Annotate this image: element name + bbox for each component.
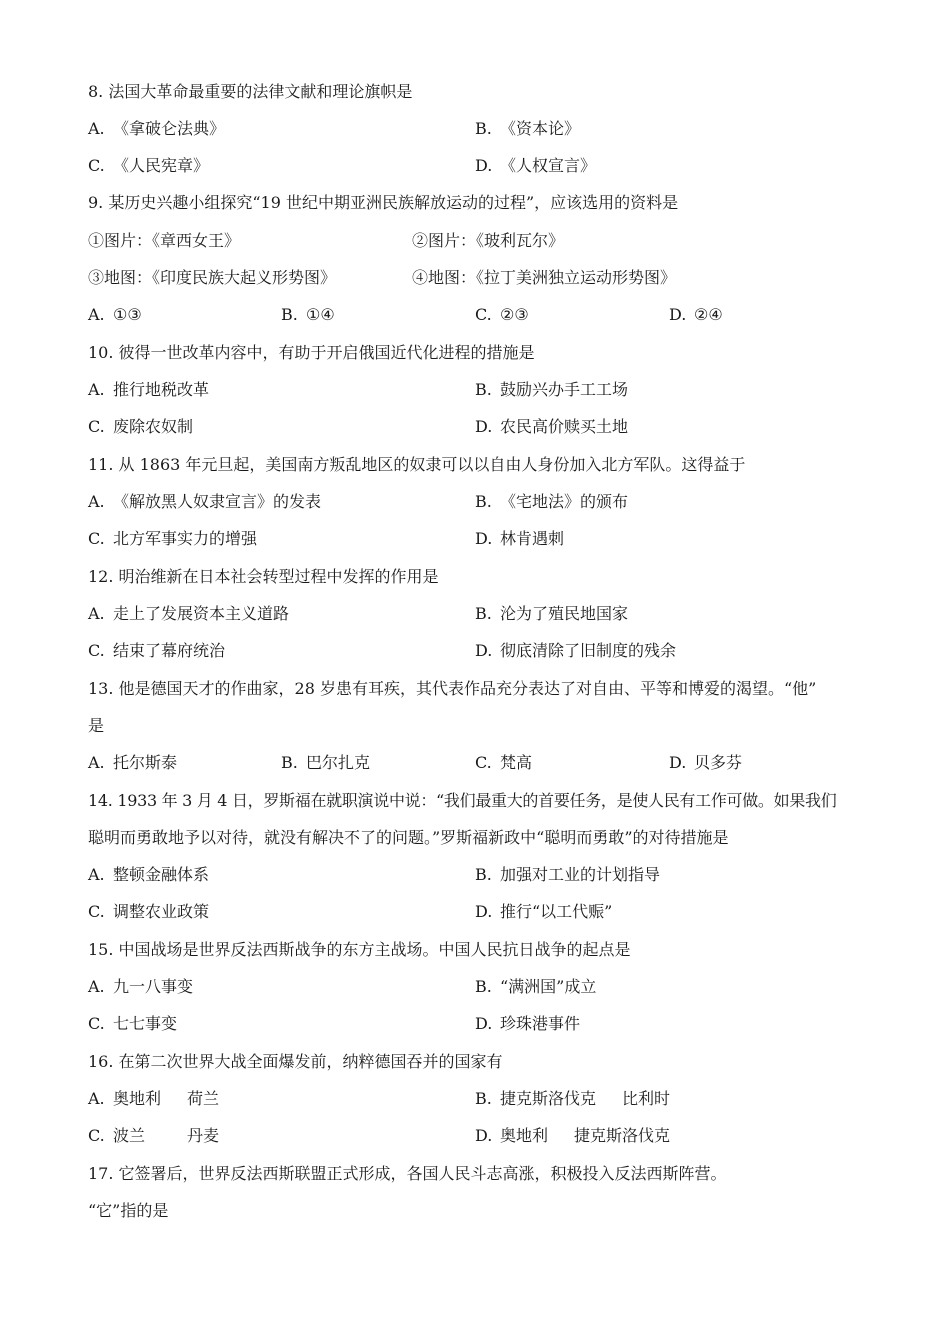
- question-8-option-d[interactable]: [475, 154, 596, 178]
- question-11-option-b[interactable]: [475, 490, 628, 514]
- option-letter: D.: [475, 902, 493, 921]
- option-text: 农民高价赎买土地: [500, 417, 629, 436]
- question-10-option-a[interactable]: [88, 378, 209, 402]
- question-11-option-a[interactable]: [88, 490, 321, 514]
- option-text-2: 捷克斯洛伐克: [574, 1126, 671, 1145]
- question-14-option-b[interactable]: [475, 863, 660, 887]
- question-9-material-1: ①图片：《章西女王》: [88, 231, 241, 250]
- question-9-option-a[interactable]: [88, 303, 142, 327]
- question-12-option-b[interactable]: [475, 602, 628, 626]
- option-letter: D.: [475, 417, 493, 436]
- question-10-stem: 10. 彼得一世改革内容中，有助于开启俄国近代化进程的措施是: [88, 343, 535, 362]
- option-text: 捷克斯洛伐克: [500, 1089, 597, 1108]
- question-12-options-row-2: [88, 639, 870, 663]
- question-10-options-row-1: [88, 378, 870, 402]
- option-text: “满洲国”成立: [500, 977, 597, 996]
- option-letter: A.: [88, 604, 105, 623]
- question-15-stem: 15. 中国战场是世界反法西斯战争的东方主战场。中国人民抗日战争的起点是: [88, 940, 631, 959]
- question-10-options-row-2: [88, 415, 870, 439]
- option-text: 波兰: [113, 1126, 146, 1145]
- option-letter: A.: [88, 119, 105, 138]
- option-text: 彻底清除了旧制度的残余: [500, 641, 677, 660]
- question-14-options-row-2: [88, 900, 870, 924]
- question-16-options-row-2: [88, 1124, 870, 1148]
- question-9-option-d[interactable]: [669, 303, 723, 327]
- question-9-option-b[interactable]: [281, 303, 335, 327]
- option-text: 调整农业政策: [113, 902, 210, 921]
- question-14-option-c[interactable]: [88, 900, 209, 924]
- option-letter: B.: [281, 753, 298, 772]
- option-text-2: 丹麦: [187, 1126, 220, 1145]
- question-8-option-a[interactable]: [88, 117, 225, 141]
- question-9-stem: 9. 某历史兴趣小组探究“19 世纪中期亚洲民族解放运动的过程”，应该选用的资料是: [88, 193, 679, 212]
- question-15-options-row-1: [88, 975, 870, 999]
- option-letter: C.: [88, 902, 105, 921]
- option-letter: C.: [88, 1126, 105, 1145]
- question-15-option-b[interactable]: [475, 975, 596, 999]
- option-letter: B.: [281, 305, 298, 324]
- option-text: 废除农奴制: [113, 417, 194, 436]
- option-text: 推行地税改革: [113, 380, 210, 399]
- question-16-option-c[interactable]: [88, 1124, 219, 1148]
- option-text: 《资本论》: [500, 119, 581, 138]
- option-letter: B.: [475, 380, 492, 399]
- question-15-options-row-2: [88, 1012, 870, 1036]
- option-letter: D.: [669, 305, 687, 324]
- option-letter: B.: [475, 977, 492, 996]
- option-letter: A.: [88, 380, 105, 399]
- option-letter: C.: [475, 305, 492, 324]
- option-letter: C.: [88, 641, 105, 660]
- option-text: 《拿破仑法典》: [113, 119, 226, 138]
- option-letter: B.: [475, 492, 492, 511]
- option-text: ②④: [694, 305, 723, 324]
- question-9-materials-row-2: [88, 266, 870, 290]
- option-letter: A.: [88, 1089, 105, 1108]
- question-9-material-3: ③地图：《印度民族大起义形势图》: [88, 268, 337, 287]
- question-8-option-b[interactable]: [475, 117, 580, 141]
- option-text: 《人权宣言》: [500, 156, 597, 175]
- question-11-options-row-2: [88, 527, 870, 551]
- question-9-material-2: ②图片：《玻利瓦尔》: [412, 231, 565, 250]
- option-letter: A.: [88, 865, 105, 884]
- question-16-options-row-1: [88, 1087, 870, 1111]
- question-11-options-row-1: [88, 490, 870, 514]
- option-text-2: 比利时: [622, 1089, 671, 1108]
- option-letter: C.: [88, 1014, 105, 1033]
- question-11-option-d[interactable]: [475, 527, 564, 551]
- question-10-option-b[interactable]: [475, 378, 628, 402]
- option-text: 九一八事变: [113, 977, 194, 996]
- option-letter: A.: [88, 753, 105, 772]
- question-14-option-a[interactable]: [88, 863, 209, 887]
- option-letter: C.: [88, 156, 105, 175]
- question-10-option-c[interactable]: [88, 415, 193, 439]
- question-16-stem: 16. 在第二次世界大战全面爆发前，纳粹德国吞并的国家有: [88, 1052, 503, 1071]
- option-letter: C.: [88, 529, 105, 548]
- option-text: 奥地利: [113, 1089, 162, 1108]
- question-12-option-c[interactable]: [88, 639, 225, 663]
- option-letter: B.: [475, 119, 492, 138]
- option-letter: D.: [475, 641, 493, 660]
- question-15-option-a[interactable]: [88, 975, 193, 999]
- option-letter: B.: [475, 604, 492, 623]
- option-text: 《解放黑人奴隶宣言》的发表: [113, 492, 322, 511]
- option-text: 七七事变: [113, 1014, 178, 1033]
- question-14-stem: 14. 1933 年 3 月 4 日，罗斯福在就职演说中说：“我们最重大的首要任务，是使人民有工作可做。如果我们: [88, 791, 837, 810]
- question-13-options-row: [88, 751, 870, 775]
- option-text: ②③: [500, 305, 529, 324]
- question-11-stem: 11. 从 1863 年元旦起，美国南方叛乱地区的奴隶可以以自由人身份加入北方军队。这得益于: [88, 455, 746, 474]
- option-letter: D.: [475, 529, 493, 548]
- option-letter: A.: [88, 305, 105, 324]
- question-12-options-row-1: [88, 602, 870, 626]
- question-14-option-d[interactable]: [475, 900, 612, 924]
- question-9-options-row: [88, 303, 870, 327]
- option-text: 珍珠港事件: [500, 1014, 581, 1033]
- option-text-2: 荷兰: [187, 1089, 220, 1108]
- question-15-option-c[interactable]: [88, 1012, 177, 1036]
- option-letter: C.: [475, 753, 492, 772]
- question-14-options-row-1: [88, 863, 870, 887]
- question-15-option-d[interactable]: [475, 1012, 580, 1036]
- question-17-stem-continued: “它”指的是: [88, 1201, 169, 1220]
- option-text: 沦为了殖民地国家: [500, 604, 629, 623]
- option-text: 北方军事实力的增强: [113, 529, 258, 548]
- question-13-stem: 13. 他是德国天才的作曲家，28 岁患有耳疾，其代表作品充分表达了对自由、平等和博爱的渴望。“他”: [88, 679, 817, 698]
- question-17-stem: 17. 它签署后，世界反法西斯联盟正式形成，各国人民斗志高涨，积极投入反法西斯阵营。: [88, 1164, 727, 1183]
- question-12-option-a[interactable]: [88, 602, 289, 626]
- option-text: 鼓励兴办手工工场: [500, 380, 629, 399]
- question-12-stem: 12. 明治维新在日本社会转型过程中发挥的作用是: [88, 567, 439, 586]
- option-text: ①④: [306, 305, 335, 324]
- option-letter: C.: [88, 417, 105, 436]
- option-text: 《人民宪章》: [113, 156, 210, 175]
- question-8-options-row-2: [88, 154, 870, 178]
- question-16-option-d[interactable]: [475, 1124, 670, 1148]
- question-16-option-b[interactable]: [475, 1087, 670, 1111]
- option-letter: D.: [475, 1014, 493, 1033]
- option-letter: B.: [475, 865, 492, 884]
- question-8-stem: 8. 法国大革命最重要的法律文献和理论旗帜是: [88, 82, 413, 101]
- question-13-option-d[interactable]: [669, 751, 742, 775]
- question-9-materials-row-1: [88, 229, 870, 253]
- option-text: 走上了发展资本主义道路: [113, 604, 290, 623]
- question-8-option-c[interactable]: [88, 154, 209, 178]
- option-letter: D.: [475, 1126, 493, 1145]
- question-11-option-c[interactable]: [88, 527, 257, 551]
- option-text: 贝多芬: [694, 753, 743, 772]
- option-letter: A.: [88, 977, 105, 996]
- option-text: 加强对工业的计划指导: [500, 865, 661, 884]
- question-13-option-c[interactable]: [475, 751, 532, 775]
- question-16-option-a[interactable]: [88, 1087, 219, 1111]
- option-text: 林肯遇刺: [500, 529, 565, 548]
- option-text: 梵高: [500, 753, 533, 772]
- option-text: 巴尔扎克: [306, 753, 371, 772]
- question-13-option-b[interactable]: [281, 751, 370, 775]
- question-13-option-a[interactable]: [88, 751, 177, 775]
- option-letter: B.: [475, 1089, 492, 1108]
- question-8-options-row-1: [88, 117, 870, 141]
- option-letter: D.: [669, 753, 687, 772]
- question-9-option-c[interactable]: [475, 303, 529, 327]
- question-10-option-d[interactable]: [475, 415, 628, 439]
- option-text: 推行“以工代赈”: [500, 902, 613, 921]
- option-text: ①③: [113, 305, 142, 324]
- question-9-material-4: ④地图：《拉丁美洲独立运动形势图》: [412, 268, 677, 287]
- question-12-option-d[interactable]: [475, 639, 676, 663]
- question-14-stem-continued: 聪明而勇敢地予以对待，就没有解决不了的问题。”罗斯福新政中“聪明而勇敢”的对待措施是: [88, 828, 729, 847]
- option-text: 整顿金融体系: [113, 865, 210, 884]
- question-13-stem-continued: 是: [88, 716, 105, 735]
- option-text: 《宅地法》的颁布: [500, 492, 629, 511]
- option-text: 结束了幕府统治: [113, 641, 226, 660]
- option-text: 托尔斯泰: [113, 753, 178, 772]
- option-letter: A.: [88, 492, 105, 511]
- option-text: 奥地利: [500, 1126, 549, 1145]
- option-letter: D.: [475, 156, 493, 175]
